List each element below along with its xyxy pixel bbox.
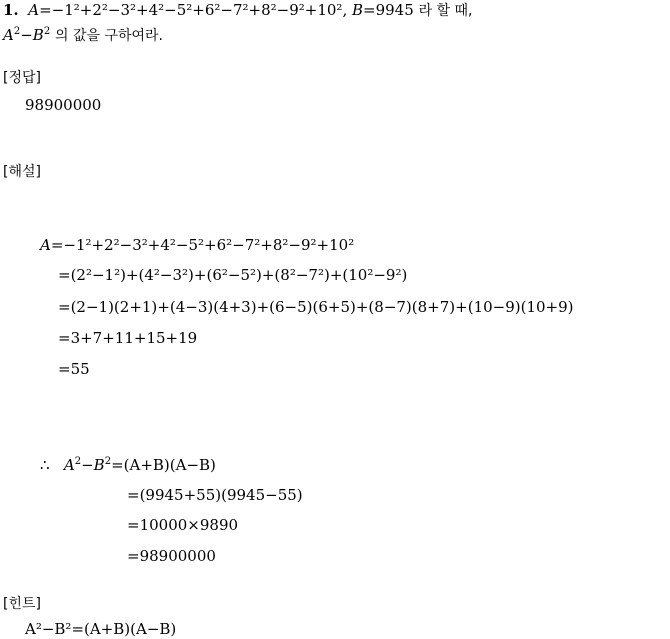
solution-heading: [해설] [3,164,41,180]
answer-value: 98900000 [25,96,102,114]
problem-condition: 라 할 때, [418,3,473,19]
solution-a-line-3: =(2−1)(2+1)+(4−3)(4+3)+(6−5)(6+5)+(8−7)(8+7)+(10−9)(10+9) [58,298,574,316]
problem-expr-a: =−1²+2²−3²+4²−5²+6²−7²+8²−9²+10² [39,1,343,19]
solution-diff-line-1: ∴ $A^2-B^2=(A+B)(A-B)$ [40,456,216,474]
hint-heading: [힌트] [3,596,41,612]
solution-a-line-2: =(2²−1²)+(4²−3²)+(6²−5²)+(8²−7²)+(10²−9²) [58,266,408,284]
hint-formula: A²−B²=(A+B)(A−B) [25,620,177,638]
solution-a-line-1: A=−1²+2²−3²+4²−5²+6²−7²+8²−9²+10² [40,236,355,254]
problem-question: $A^2-B^2$ 의 값을 구하여라. [3,26,164,44]
solution-diff-line-2: =(9945+55)(9945−55) [127,486,303,504]
question-text: 의 값을 구하여라. [54,28,164,44]
problem-number: 1. [3,1,19,19]
solution-a-line-4: =3+7+11+15+19 [58,329,198,347]
answer-heading: [정답] [3,70,41,86]
therefore-symbol: ∴ [40,456,50,474]
problem-expr-b: =9945 [363,1,414,19]
solution-diff-line-4: =98900000 [127,547,216,565]
solution-diff-line-3: =10000×9890 [127,516,239,534]
solution-a-line-5: =55 [58,360,90,378]
problem-statement: 1. A=−1²+2²−3²+4²−5²+6²−7²+8²−9²+10², B=9945 라 할 때, [3,1,473,19]
